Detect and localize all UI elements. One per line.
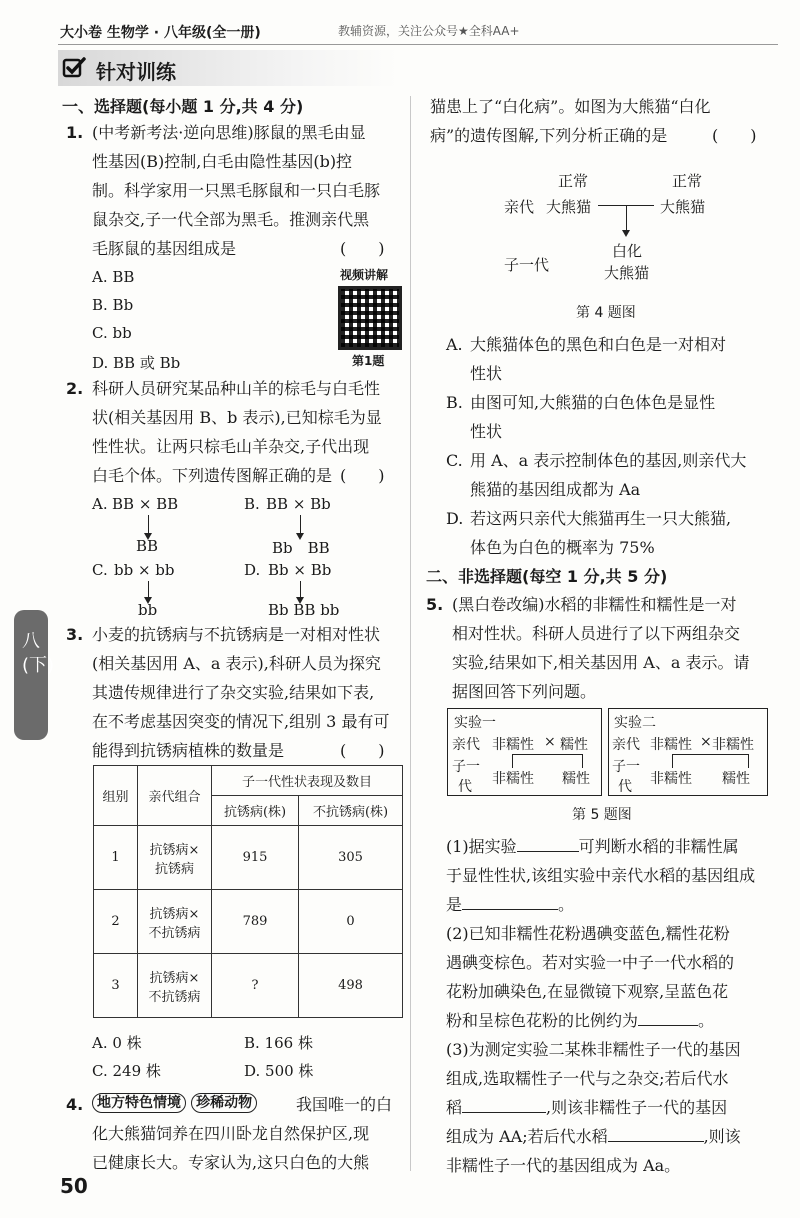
q3-number: 3. xyxy=(66,625,84,644)
cell-group: 2 xyxy=(94,890,138,954)
q5-blank-1[interactable] xyxy=(517,851,579,852)
page-number: 50 xyxy=(60,1174,88,1198)
q4-parent-label: 亲代 xyxy=(504,198,535,216)
cell-nonresistant: 305 xyxy=(299,826,403,890)
q4-figure-caption: 第 4 题图 xyxy=(576,305,636,321)
exp1-p1: 非糯性 xyxy=(492,737,534,753)
q2-c-child: bb xyxy=(138,601,158,619)
q4-line-4: 猫患上了“白化病”。如图为大熊猫“白化 xyxy=(430,97,711,116)
q4-panda-1: 大熊猫 xyxy=(546,198,592,216)
exp1-title: 实验一 xyxy=(454,715,496,731)
q5-line-2: 相对性状。科研人员进行了以下两组杂交 xyxy=(452,624,741,643)
q5-sub3-line-5: 非糯性子一代的基因组成为 Aa。 xyxy=(446,1156,681,1175)
checkbox-check-icon xyxy=(62,56,86,80)
exp2-c2: 糯性 xyxy=(722,771,750,787)
q3-answer-paren: ( ) xyxy=(340,741,385,760)
exp1-branch-line xyxy=(512,754,582,755)
q5-sub1-text-d: 。 xyxy=(558,895,575,914)
q4-line-1: 我国唯一的白 xyxy=(296,1095,393,1114)
q5-sub3-text-a: 稻 xyxy=(446,1098,463,1117)
q5-blank-2[interactable] xyxy=(462,909,558,910)
q2-answer-paren: ( ) xyxy=(340,466,385,485)
exp2-p1: 非糯性 xyxy=(650,737,692,753)
q1-line-1: (中考新考法·逆向思维)豚鼠的黑毛由显 xyxy=(92,123,366,142)
q5-sub3-line-1: (3)为测定实验二某株非糯性子一代的基因 xyxy=(446,1040,741,1059)
q2-c-parents: bb × bb xyxy=(114,561,175,579)
cell-cross-a: 抗锈病× xyxy=(149,842,200,858)
q1-option-b: B. Bb xyxy=(92,296,134,314)
q4-option-c-label: C. xyxy=(446,451,463,470)
watermark-text: 教辅资源，关注公众号★全科AA+ xyxy=(338,24,520,38)
exp1-child-label-a: 子一 xyxy=(452,759,480,775)
exp2-child-label-a: 子一 xyxy=(612,759,640,775)
q1-number: 1. xyxy=(66,123,84,142)
cell-resistant: 789 xyxy=(212,890,299,954)
exp1-c2: 糯性 xyxy=(562,771,590,787)
q4-tags xyxy=(92,1092,257,1113)
exp1-branch-left xyxy=(512,754,513,768)
q5-sub3-line-2: 组成,选取糯性子一代与之杂交;若后代水 xyxy=(446,1069,729,1088)
q4-option-d-label: D. xyxy=(446,509,464,528)
q4-albino-panda: 大熊猫 xyxy=(604,264,650,282)
q4-normal-1: 正常 xyxy=(558,172,589,190)
exp1-c1: 非糯性 xyxy=(492,771,534,787)
exp1-cross: × xyxy=(544,734,556,750)
q2-d-child: Bb BB bb xyxy=(268,601,340,619)
q5-sub3-line-3 xyxy=(446,1097,727,1119)
exp1-p2: 糯性 xyxy=(560,737,588,753)
q2-a-label: A. xyxy=(92,495,108,513)
cell-cross-b: 不抗锈病 xyxy=(148,989,201,1005)
cell-cross-b: 抗锈病 xyxy=(154,861,194,877)
q5-sub2-line-2: 遇碘变棕色。若对实验一中子一代水稻的 xyxy=(446,953,735,972)
cell-cross xyxy=(138,890,212,954)
q3-option-d: D. 500 株 xyxy=(244,1062,314,1080)
exp2-branch-line xyxy=(672,754,748,755)
q4-tag-animal: 珍稀动物 xyxy=(191,1093,257,1113)
q2-line-2: 状(相关基因用 B、b 表示),已知棕毛为显 xyxy=(92,408,382,427)
q3-line-5: 能得到抗锈病植株的数量是 xyxy=(92,741,285,760)
q4-child-label: 子一代 xyxy=(504,256,550,274)
q4-option-b-line-1: 由图可知,大熊猫的白色体色是显性 xyxy=(470,393,716,412)
q5-blank-4[interactable] xyxy=(462,1112,546,1113)
q5-sub2-line-3: 花粉加碘染色,在显微镜下观察,呈蓝色花 xyxy=(446,982,729,1001)
q1-option-d: D. BB 或 Bb xyxy=(92,354,181,372)
th-offspring: 子一代性状表现及数目 xyxy=(212,766,403,796)
q3-table xyxy=(93,765,403,1018)
th-cross: 亲代组合 xyxy=(138,766,212,826)
q4-option-b-label: B. xyxy=(446,393,463,412)
cell-resistant: 915 xyxy=(212,826,299,890)
q4-option-a-label: A. xyxy=(446,335,463,354)
q4-line-5: 病”的遗传图解,下列分析正确的是 xyxy=(430,126,668,145)
q5-sub3-line-4 xyxy=(446,1126,741,1148)
cell-nonresistant: 0 xyxy=(299,890,403,954)
q2-d-parents: Bb × Bb xyxy=(268,561,332,579)
q5-sub2-text-b: 。 xyxy=(698,1011,715,1030)
q5-sub1-text-b: 可判断水稻的非糯性属 xyxy=(578,837,739,856)
q4-number: 4. xyxy=(66,1095,84,1114)
th-group: 组别 xyxy=(94,766,138,826)
q1-option-a: A. BB xyxy=(92,268,135,286)
q5-sub2-text-a: 粉和呈棕色花粉的比例约为 xyxy=(446,1011,639,1030)
q4-arrow-line xyxy=(626,205,627,231)
th-resistant: 抗锈病(株) xyxy=(212,796,299,826)
q5-blank-5[interactable] xyxy=(608,1141,704,1142)
q2-a-child: BB xyxy=(136,537,159,555)
q2-line-1: 科研人员研究某品种山羊的棕毛与白毛性 xyxy=(92,379,381,398)
q3-line-3: 其遗传规律进行了杂交实验,结果如下表, xyxy=(92,683,375,702)
cell-nonresistant: 498 xyxy=(299,954,403,1018)
q3-option-a: A. 0 株 xyxy=(92,1034,142,1052)
qr-label-bottom: 第1题 xyxy=(352,354,385,368)
th-nonresistant: 不抗锈病(株) xyxy=(299,796,403,826)
q1-line-4: 鼠杂交,子一代全部为黑毛。推测亲代黑 xyxy=(92,210,370,229)
q4-option-c-line-1: 用 A、a 表示控制体色的基因,则亲代大 xyxy=(470,451,747,470)
q2-b-arrow-line xyxy=(300,515,301,535)
q4-arrowhead xyxy=(622,230,630,237)
q4-option-a-line-1: 大熊猫体色的黑色和白色是一对相对 xyxy=(470,335,727,354)
q5-line-4: 据图回答下列问题。 xyxy=(452,682,597,701)
book-title: 大小卷 生物学 · 八年级(全一册) xyxy=(60,25,261,41)
q2-b-label: B. xyxy=(244,495,260,513)
q5-blank-3[interactable] xyxy=(638,1025,698,1026)
exp2-branch-right xyxy=(748,754,749,768)
q2-d-label: D. xyxy=(244,561,261,579)
q4-option-a-line-2: 性状 xyxy=(470,364,503,383)
q5-sub1-line-3 xyxy=(446,894,574,916)
q1-answer-paren: ( ) xyxy=(340,239,385,258)
q2-a-parents: BB × BB xyxy=(112,495,179,513)
q2-line-3: 性性状。让两只棕毛山羊杂交,子代出现 xyxy=(92,437,370,456)
q4-option-d-line-2: 体色为白色的概率为 75% xyxy=(470,538,655,557)
q5-sub3-text-c: 组成为 AA;若后代水稻 xyxy=(446,1127,608,1146)
exp1-child-label-b: 代 xyxy=(458,779,472,795)
cell-cross-b: 不抗锈病 xyxy=(148,925,201,941)
cell-cross xyxy=(138,826,212,890)
q5-figure-caption: 第 5 题图 xyxy=(572,807,632,823)
q4-normal-2: 正常 xyxy=(672,172,703,190)
cell-cross xyxy=(138,954,212,1018)
q1-line-3: 制。科学家用一只黑毛豚鼠和一只白毛豚 xyxy=(92,181,381,200)
q5-line-1: (黑白卷改编)水稻的非糯性和糯性是一对 xyxy=(452,595,737,614)
q4-line-3: 已健康长大。专家认为,这只白色的大熊 xyxy=(92,1153,370,1172)
table-row xyxy=(94,826,403,890)
cell-cross-a: 抗锈病× xyxy=(149,906,200,922)
q5-number: 5. xyxy=(426,595,444,614)
q4-tag-region: 地方特色情境 xyxy=(92,1093,186,1113)
exp1-parent-label: 亲代 xyxy=(452,737,480,753)
q2-c-label: C. xyxy=(92,561,108,579)
q2-number: 2. xyxy=(66,379,84,398)
exp1-branch-right xyxy=(582,754,583,768)
q3-line-4: 在不考虑基因突变的情况下,组别 3 最有可 xyxy=(92,712,390,731)
q5-sub2-line-4 xyxy=(446,1010,714,1032)
exp2-title: 实验二 xyxy=(614,715,656,731)
q4-albino: 白化 xyxy=(612,242,643,260)
table-row xyxy=(94,954,403,1018)
q4-line-2: 化大熊猫饲养在四川卧龙自然保护区,现 xyxy=(92,1124,370,1143)
q5-sub3-text-d: ,则该 xyxy=(703,1127,741,1146)
exp2-c1: 非糯性 xyxy=(650,771,692,787)
side-tab-label: 八(下) xyxy=(22,631,55,676)
q5-sub1-text-c: 是 xyxy=(446,895,463,914)
q3-line-1: 小麦的抗锈病与不抗锈病是一对相对性状 xyxy=(92,625,381,644)
cell-group: 3 xyxy=(94,954,138,1018)
q4-option-c-line-2: 熊猫的基因组成都为 Aa xyxy=(470,480,641,499)
q2-line-4: 白毛个体。下列遗传图解正确的是 xyxy=(92,466,333,485)
q2-b-parents: BB × Bb xyxy=(266,495,331,513)
cell-cross-a: 抗锈病× xyxy=(149,970,200,986)
exp2-branch-left xyxy=(672,754,673,768)
q4-panda-2: 大熊猫 xyxy=(660,198,706,216)
q5-sub1-line-1 xyxy=(446,836,739,858)
q2-b-child: Bb BB xyxy=(272,539,330,557)
q3-line-2: (相关基因用 A、a 表示),科研人员为探究 xyxy=(92,654,381,673)
q5-sub1-text-a: (1)据实验 xyxy=(446,837,517,856)
q5-sub1-line-2: 于显性性状,该组实验中亲代水稻的基因组成 xyxy=(446,866,756,885)
q4-answer-paren: ( ) xyxy=(712,126,757,145)
exp2-child-label-b: 代 xyxy=(618,779,632,795)
q5-sub2-line-1: (2)已知非糯性花粉遇碘变蓝色,糯性花粉 xyxy=(446,924,730,943)
q4-option-d-line-1: 若这两只亲代大熊猫再生一只大熊猫, xyxy=(470,509,732,528)
q5-sub3-text-b: ,则该非糯性子一代的基因 xyxy=(546,1098,728,1117)
qr-label-top: 视频讲解 xyxy=(340,268,389,282)
cell-resistant: ? xyxy=(212,954,299,1018)
section1-title: 一、选择题(每小题 1 分,共 4 分) xyxy=(62,97,304,116)
exp2-cross: × xyxy=(700,734,712,750)
qr-code-icon[interactable] xyxy=(338,286,402,350)
q4-option-b-line-2: 性状 xyxy=(470,422,503,441)
q5-line-3: 实验,结果如下,相关基因用 A、a 表示。请 xyxy=(452,653,750,672)
q3-option-c: C. 249 株 xyxy=(92,1062,161,1080)
q3-option-b: B. 166 株 xyxy=(244,1034,313,1052)
q1-option-c: C. bb xyxy=(92,324,132,342)
q1-line-2: 性基因(B)控制,白毛由隐性基因(b)控 xyxy=(92,152,353,171)
exp2-p2: 非糯性 xyxy=(712,737,754,753)
table-row xyxy=(94,890,403,954)
section2-title: 二、非选择题(每空 1 分,共 5 分) xyxy=(426,567,668,586)
exp2-parent-label: 亲代 xyxy=(612,737,640,753)
banner-title: 针对训练 xyxy=(96,60,176,84)
header-divider xyxy=(58,44,778,45)
column-divider xyxy=(410,96,411,1171)
q1-line-5: 毛豚鼠的基因组成是 xyxy=(92,239,237,258)
q2-a-arrow-line xyxy=(148,515,149,535)
cell-group: 1 xyxy=(94,826,138,890)
